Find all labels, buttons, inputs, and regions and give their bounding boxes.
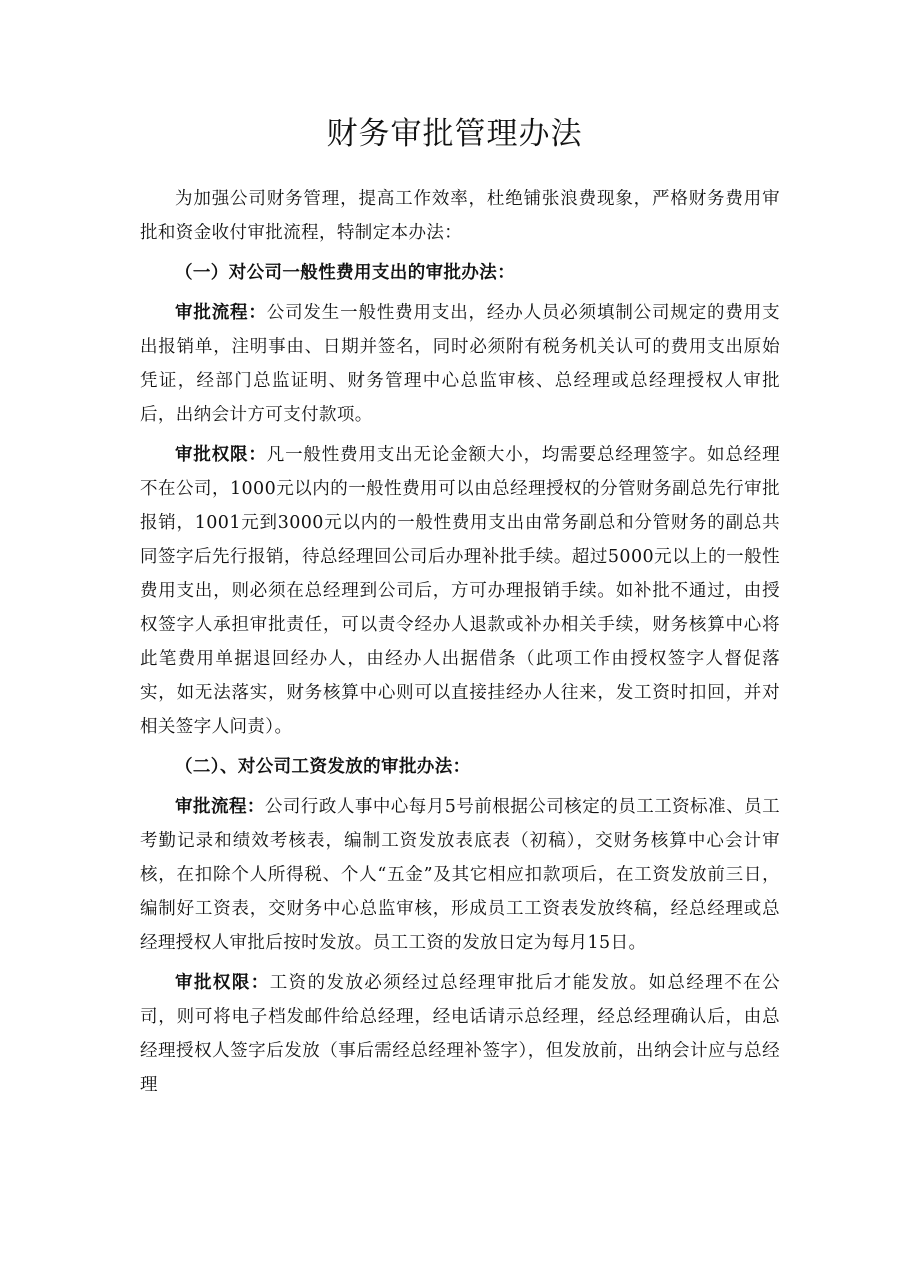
intro-paragraph: 为加强公司财务管理，提高工作效率，杜绝铺张浪费现象，严格财务费用审批和资金收付审批流程，特制定本办法： [140,189,780,243]
section-2-authority-paragraph [140,966,780,1102]
section-1-authority-paragraph [140,438,780,744]
section-2-process-label: 审批流程： [175,797,265,817]
section-2-authority-text: 工资的发放必须经过总经理审批后才能发放。如总经理不在公司，则可将电子档发邮件给总经理，经电话请示总经理，经总经理确认后，由总经理授权人签字后发放（事后需经总经理补签字），但发放前，出纳会计应与总经理 [140,973,780,1095]
document-title: 财务审批管理办法 [326,116,583,152]
section-1-process-text: 公司发生一般性费用支出，经办人员必须填制公司规定的费用支出报销单，注明事由、日期并签名，同时必须附有税务机关认可的费用支出原始凭证，经部门总监证明、财务管理中心总监审核、总经理或总经理授权人审批后，出纳会计方可支付款项。 [140,303,780,425]
section-2-heading: （二）、对公司工资发放的审批办法： [175,757,471,777]
section-1-heading: （一）对公司一般性费用支出的审批办法： [175,263,516,283]
section-2-process-text: 公司行政人事中心每月5号前根据公司核定的员工工资标准、员工考勤记录和绩效考核表，编制工资发放表底表（初稿），交财务核算中心会计审核，在扣除个人所得税、个人“五金”及其它相应扣款项后，在工资发放前三日，编制好工资表，交财务中心总监审核，形成员工工资表发放终稿，经总经理或总经理授权人审批后按时发放。员工工资的发放日定为每月15日。 [140,797,781,953]
section-1-process-label: 审批流程： [175,303,267,323]
section-2-process-paragraph [140,790,780,960]
section-1-authority-label: 审批权限： [175,445,267,465]
section-1-authority-text: 凡一般性费用支出无论金额大小，均需要总经理签字。如总经理不在公司，1000元以内的一般性费用可以由总经理授权的分管财务副总先行审批报销，1001元到3000元以内的一般性费用支出由常务副总和分管财务的副总共同签字后先行报销，待总经理回公司后办理补批手续。超过5000元以上的一般性费用支出，则必须在总经理到公司后，方可办理报销手续。如补批不通过，由授权签字人承担审批责任，可以责令经办人退款或补办相关手续，财务核算中心将此笔费用单据退回经办人，由经办人出据借条（此项工作由授权签字人督促落实，如无法落实，财务核算中心则可以直接挂经办人往来，发工资时扣回，并对相关签字人问责）。 [140,445,780,737]
section-2-authority-label: 审批权限： [175,973,270,993]
section-1-process-paragraph [140,296,780,432]
document-body [140,182,780,1102]
